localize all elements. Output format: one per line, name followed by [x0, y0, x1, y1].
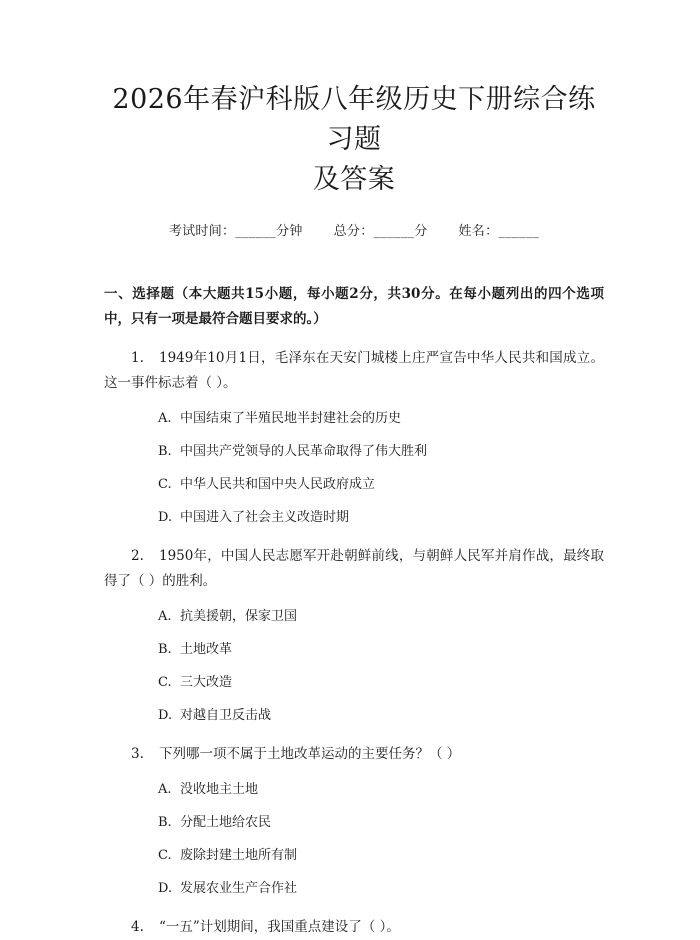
question-1-option-b: B. 中国共产党领导的人民革命取得了伟大胜利: [158, 444, 428, 459]
question-2-option-b: B. 土地改革: [158, 642, 233, 657]
question-number: 3.: [131, 746, 144, 762]
question-3: [104, 742, 604, 767]
question-number: 1.: [131, 350, 144, 366]
question-text: 1949年10月1日，毛泽东在天安门城楼上庄严宣告中华人民共和国成立。这一事件标志着（ ）。: [104, 350, 604, 391]
question-1-option-a: A. 中国结束了半殖民地半封建社会的历史: [158, 411, 402, 426]
exam-time-field: 考试时间：______分钟: [168, 224, 303, 239]
question-3-option-c: C. 废除封建土地所有制: [158, 848, 298, 863]
question-number: 2.: [131, 548, 144, 564]
question-text: “一五”计划期间，我国重点建设了（ ）。: [159, 919, 400, 935]
question-3-option-d: D. 发展农业生产合作社: [158, 881, 298, 896]
section-heading: 一、选择题（本大题共15小题，每小题2分，共30分。在每小题列出的四个选项中，只有一项是最符合题目要求的。）: [104, 286, 604, 327]
question-text: 1950年，中国人民志愿军开赴朝鲜前线，与朝鲜人民军并肩作战，最终取得了（ ）的胜利。: [104, 548, 604, 589]
total-score-field: 总分：______分: [333, 224, 428, 239]
question-2-option-a: A. 抗美援朝，保家卫国: [158, 609, 298, 624]
title-line-2: 及答案: [312, 164, 396, 195]
question-text: 下列哪一项不属于土地改革运动的主要任务？（ ）: [159, 746, 461, 762]
question-1-option-d: D. 中国进入了社会主义改造时期: [158, 510, 350, 525]
question-3-option-b: B. 分配土地给农民: [158, 815, 272, 830]
question-2: [104, 544, 604, 594]
question-4: [104, 915, 604, 940]
question-3-option-a: A. 没收地主土地: [158, 782, 259, 797]
document-title: [104, 0, 604, 200]
question-1: [104, 346, 604, 396]
exam-info-line: [104, 222, 604, 242]
question-1-option-c: C. 中华人民共和国中央人民政府成立: [158, 477, 376, 492]
question-number: 4.: [131, 919, 144, 935]
student-name-field: 姓名：______: [458, 224, 540, 239]
title-line-1: 2026年春沪科版八年级历史下册综合练习题: [112, 84, 596, 155]
question-2-option-d: D. 对越自卫反击战: [158, 708, 272, 723]
question-2-option-c: C. 三大改造: [158, 675, 233, 690]
